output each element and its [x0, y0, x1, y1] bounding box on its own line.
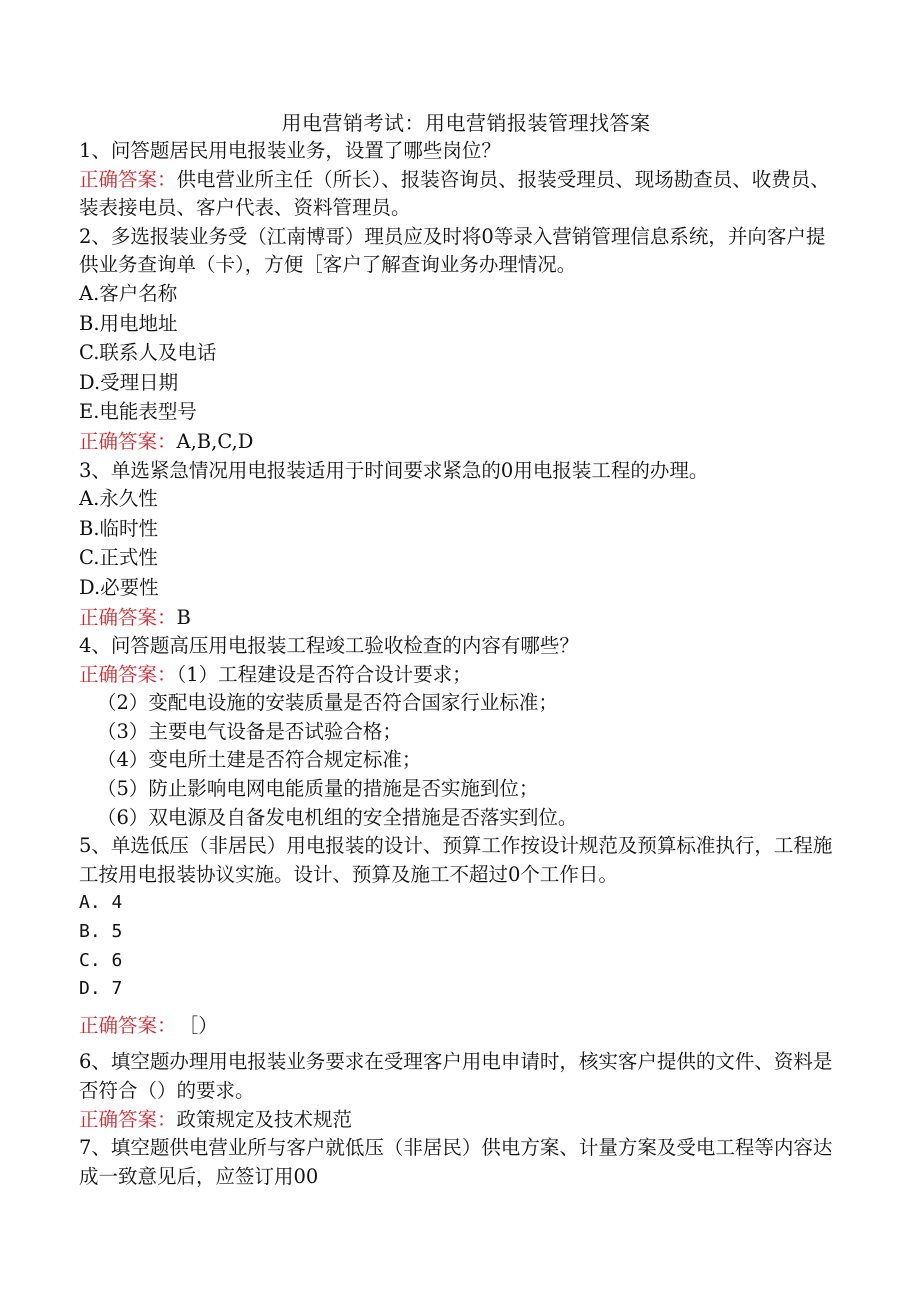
question-4-stem: 4、问答题高压用电报装工程竣工验收检查的内容有哪些？	[79, 634, 579, 658]
option-item: D.必要性	[79, 575, 159, 599]
answer-text: 政策规定及技术规范	[176, 1107, 353, 1131]
question-6-answer	[79, 1106, 839, 1135]
answer-label: 正确答案：	[79, 605, 177, 629]
answer-label: 正确答案：	[79, 662, 177, 686]
answer-label: 正确答案：	[79, 1013, 177, 1037]
answer-line: （4）变电所土建是否符合规定标准；	[97, 748, 422, 772]
answer-label: 正确答案：	[79, 1107, 177, 1131]
answer-line: （2）变配电设施的安装质量是否符合国家行业标准；	[97, 691, 558, 715]
answer-label: 正确答案：	[79, 167, 177, 191]
answer-label: 正确答案：	[79, 429, 177, 453]
option-item: C. 6	[79, 949, 123, 971]
answer-line: （6）双电源及自备发电机组的安全措施是否落实到位。	[97, 805, 578, 829]
question-1-answer	[79, 166, 839, 223]
option-item: C.联系人及电话	[79, 341, 217, 365]
document-page	[79, 109, 839, 1191]
option-item: E.电能表型号	[79, 400, 197, 424]
option-item: B. 5	[79, 921, 123, 943]
page-title: 用电营销考试：用电营销报装管理找答案	[281, 111, 651, 135]
answer-text: （1）工程建设是否符合设计要求；	[176, 662, 472, 686]
question-7-stem: 7、填空题供电营业所与客户就低压（非居民）供电方案、计量方案及受电工程等内容达成一致意见后，应签订用00	[79, 1136, 833, 1188]
option-item: D.受理日期	[79, 370, 179, 394]
option-item: B.用电地址	[79, 311, 178, 335]
option-item: B.临时性	[79, 516, 159, 540]
question-3-answer	[79, 604, 839, 633]
question-1-stem: 1、问答题居民用电报装业务，设置了哪些岗位？	[79, 139, 501, 162]
option-item: A. 4	[79, 892, 123, 914]
question-2-stem: 2、多选报装业务受（江南博哥）理员应及时将0等录入营销管理信息系统，并向客户提供业务查询单（卡），方便［客户了解查询业务办理情况。	[79, 224, 826, 277]
question-2-answer	[79, 428, 839, 457]
answer-text: A,B,C,D	[176, 429, 254, 453]
question-5-stem: 5、单选低压（非居民）用电报装的设计、预算工作按设计规范及预算标准执行，工程施工按用电报装协议实施。设计、预算及施工不超过0个工作日。	[79, 834, 833, 886]
option-item: C.正式性	[79, 546, 158, 570]
answer-text: B	[176, 605, 191, 629]
question-3-stem: 3、单选紧急情况用电报装适用于时间要求紧急的0用电报装工程的办理。	[79, 458, 709, 482]
answer-text: ［）	[188, 1013, 218, 1037]
option-item: A.永久性	[79, 487, 158, 511]
question-6-stem: 6、填空题办理用电报装业务要求在受理客户用电申请时，核实客户提供的文件、资料是否符合（）的要求。	[79, 1050, 833, 1102]
answer-line: （5）防止影响电网电能质量的措施是否实施到位；	[97, 777, 539, 801]
option-item: A.客户名称	[79, 281, 178, 305]
question-5-answer	[79, 1012, 839, 1041]
answer-text: 供电营业所主任（所长）、报装咨询员、报装受理员、现场勘查员、收费员、装表接电员、客户代表、资料管理员。	[79, 167, 830, 220]
answer-line: （3）主要电气设备是否试验合格；	[97, 719, 402, 743]
option-item: D. 7	[79, 978, 123, 1000]
question-4-answer	[79, 661, 839, 690]
